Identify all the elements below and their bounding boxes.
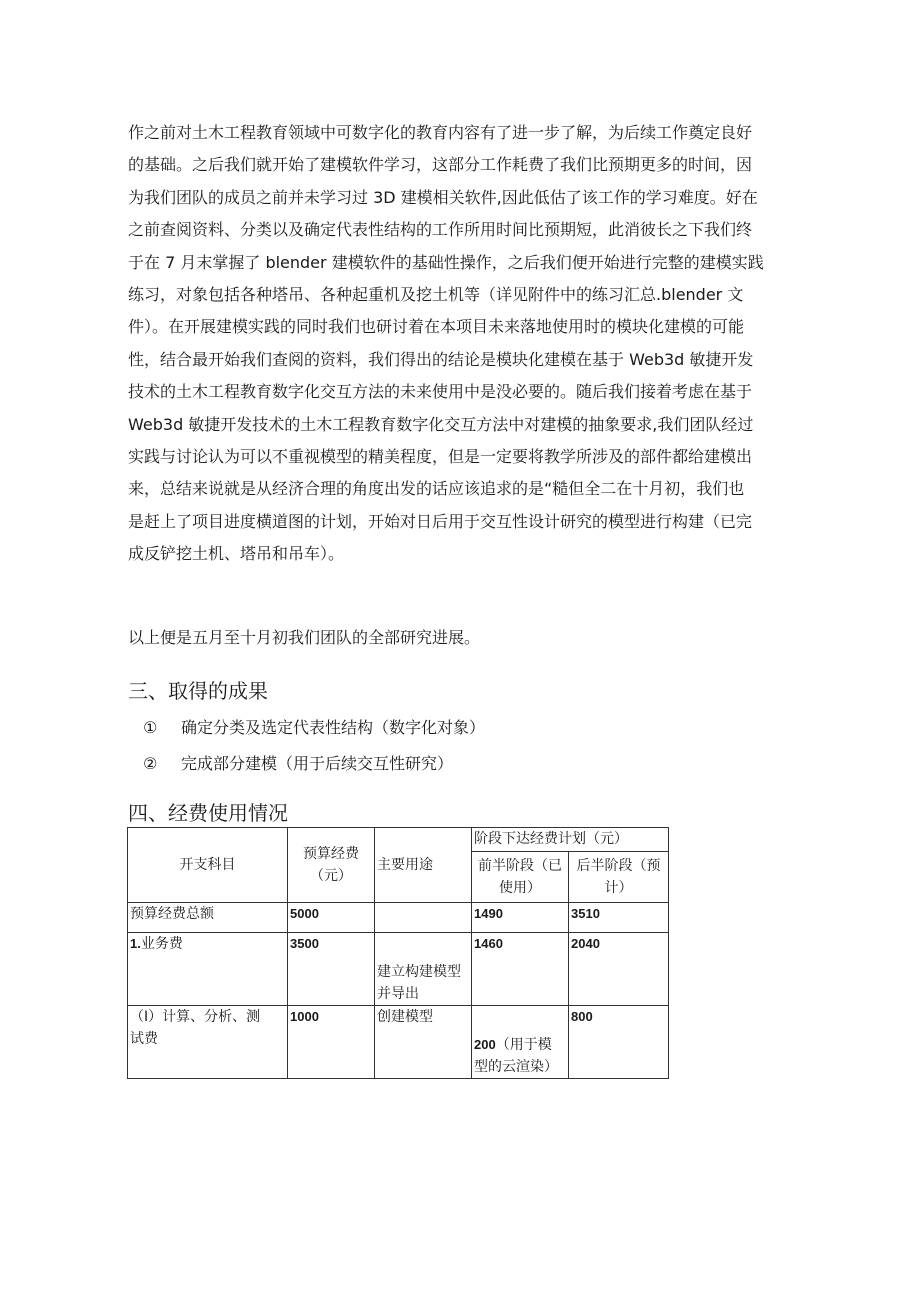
paragraph-line: 成反铲挖土机、塔吊和吊车）。 [128, 544, 345, 564]
table-header-row [128, 828, 669, 852]
cell-budget: 3500 [288, 933, 375, 1006]
header-first-half-line: 使用） [499, 880, 541, 896]
cell-first-half-note: （用于模 [495, 1037, 552, 1053]
header-second-half-line: 计） [604, 880, 633, 896]
header-second-half-line: 后半阶段（预 [576, 858, 661, 874]
cell-first-half: 1460 [472, 933, 569, 1006]
cell-subject [128, 1006, 288, 1079]
cell-first-half [472, 1006, 569, 1079]
cell-usage-line: 并导出 [377, 986, 419, 1002]
cell-usage: 创建模型 [375, 1006, 472, 1079]
paragraph-line: 之前查阅资料、分类以及确定代表性结构的工作所用时间比预期短，此消彼长之下我们终 [128, 220, 753, 240]
paragraph-line: 件）。在开展建模实践的同时我们也研讨着在本项目未来落地使用时的模块化建模的可能 [128, 317, 745, 337]
cell-usage [375, 933, 472, 1006]
budget-table [127, 827, 669, 1079]
cell-first-half: 1490 [472, 903, 569, 933]
header-first-half [472, 852, 569, 903]
paragraph-line: 来，总结来说就是从经济合理的角度出发的话应该追求的是“糙但全二在十月初，我们也 [128, 479, 745, 499]
paragraph-line: 性，结合最开始我们查阅的资料，我们得出的结论是模块化建模在基于 Web3d 敏捷开发 [128, 349, 754, 369]
results-list-item [143, 715, 485, 738]
paragraph-line: 作之前对土木工程教育领域中可数字化的教育内容有了进一步了解，为后续工作奠定良好 [128, 123, 753, 142]
paragraph-line: Web3d 敏捷开发技术的土木工程教育数字化交互方法中对建模的抽象要求,我们团队经过 [128, 414, 754, 434]
cell-second-half: 3510 [569, 903, 669, 933]
header-budget [288, 828, 375, 903]
header-budget-line: 预算经费 [303, 846, 359, 862]
section-heading-results: 三、取得的成果 [128, 679, 268, 703]
table-row [128, 933, 669, 1006]
progress-paragraph [128, 117, 792, 571]
header-budget-unit: （元） [310, 868, 352, 884]
cell-second-half: 2040 [569, 933, 669, 1006]
cell-budget: 5000 [288, 903, 375, 933]
paragraph-line: 实践与讨论认为可以不重视模型的精美程度，但是一定要将教学所涉及的部件都给建模出 [128, 447, 753, 467]
cell-first-half-note: 型的云渲染） [474, 1059, 558, 1075]
cell-subject-line: （I）计算、分析、测 [130, 1009, 261, 1025]
cell-subject-text: 业务费 [140, 936, 183, 952]
cell-subject: 预算经费总额 [128, 903, 288, 933]
paragraph-line: 是赶上了项目进度横道图的计划，开始对日后用于交互性设计研究的模型进行构建（已完 [128, 511, 753, 531]
item-text: 完成部分建模（用于后续交互性研究） [181, 754, 454, 773]
header-first-half-line: 前半阶段（已 [478, 858, 562, 874]
cell-subject-number: 1. [130, 936, 141, 951]
paragraph-line: 于在 7 月末掌握了 blender 建模软件的基础性操作，之后我们便开始进行完整的建模实践 [128, 252, 764, 272]
cell-budget: 1000 [288, 1006, 375, 1079]
cell-subject-line: 试费 [130, 1031, 158, 1047]
item-text: 确定分类及选定代表性结构（数字化对象） [181, 718, 486, 737]
header-subject: 开支科目 [128, 828, 288, 903]
header-second-half [569, 852, 669, 903]
paragraph-line: 为我们团队的成员之前并未学习过 3D 建模相关软件,因此低估了该工作的学习难度。好在 [128, 187, 758, 207]
item-marker: ② [143, 754, 158, 773]
paragraph-line: 技术的土木工程教育数字化交互方法的未来使用中是没必要的。随后我们接着考虑在基于 [128, 382, 753, 402]
cell-usage [375, 903, 472, 933]
cell-usage-line: 建立构建模型 [377, 964, 461, 980]
table-row [128, 903, 669, 933]
header-stage: 阶段下达经费计划（元） [472, 828, 669, 852]
header-usage: 主要用途 [375, 828, 472, 903]
item-marker: ① [143, 718, 158, 737]
paragraph-line: 练习，对象包括各种塔吊、各种起重机及挖土机等（详见附件中的练习汇总.blender 文 [128, 285, 744, 305]
cell-subject [128, 933, 288, 1006]
summary-paragraph [128, 622, 792, 654]
cell-first-half-value: 200 [474, 1037, 496, 1052]
summary-line: 以上便是五月至十月初我们团队的全部研究进展。 [128, 628, 481, 647]
results-list-item [143, 751, 453, 774]
table-row [128, 1006, 669, 1079]
cell-second-half: 800 [569, 1006, 669, 1079]
section-heading-budget: 四、经费使用情况 [128, 801, 288, 825]
paragraph-line: 的基础。之后我们就开始了建模软件学习，这部分工作耗费了我们比预期更多的时间，因 [128, 155, 753, 175]
